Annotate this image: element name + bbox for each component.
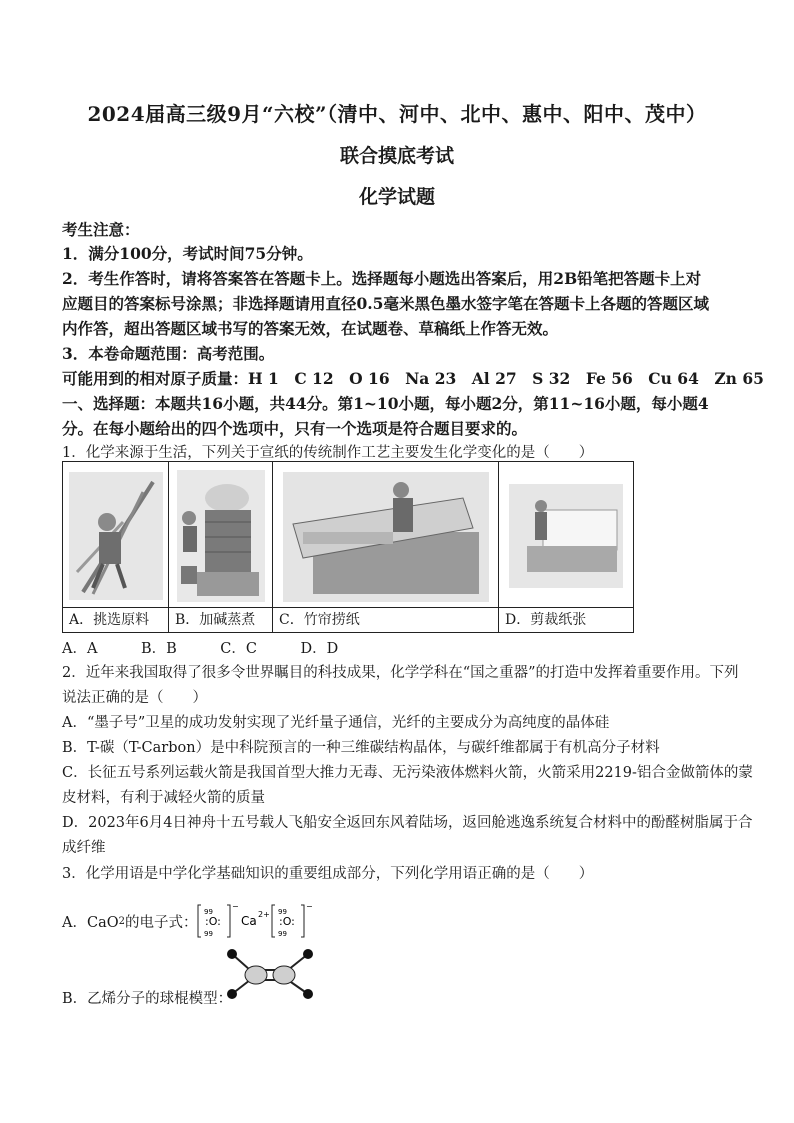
svg-text:99: 99	[278, 930, 288, 938]
exam-subtitle: 联合摸底考试	[339, 145, 454, 167]
cutting-paper-illustration	[499, 462, 633, 610]
q1-caption-d: D．剪裁纸张	[499, 607, 633, 632]
exam-subject: 化学试题	[358, 186, 435, 208]
q3-a-label: A．CaO	[62, 914, 119, 931]
svg-text:−: −	[232, 903, 240, 911]
notice-item-2b: 应题目的答案标号涂黑；非选择题请用直径0.5毫米黑色墨水签字笔在答题卡上各题的答题区域	[62, 294, 709, 313]
q2-option-d-2: 成纤维	[62, 840, 106, 856]
q1-caption-b: B．加碱蒸煮	[169, 607, 272, 632]
svg-text:99: 99	[204, 930, 214, 938]
q1-stem: 1．化学来源于生活，下列关于宣纸的传统制作工艺主要发生化学变化的是（ ）	[62, 445, 594, 461]
q1-options: A．A B．B C．C D．D	[62, 641, 339, 657]
q2-option-d-1: D．2023年6月4日神舟十五号载人飞船安全返回东风着陆场，返回舱逃逸系统复合材料中的酚醛树脂属于合	[62, 815, 753, 831]
q2-option-c-2: 皮材料，有利于减轻火箭的质量	[62, 790, 265, 806]
svg-text::O:: :O:	[279, 915, 296, 928]
q1-caption-c: C．竹帘捞纸	[273, 607, 498, 632]
bamboo-screen-illustration	[273, 462, 499, 610]
cao2-electron-formula	[197, 903, 327, 939]
section1-line-2: 分。在每小题给出的四个选项中，只有一个选项是符合题目要求的。	[62, 419, 528, 438]
q1-caption-a: A．挑选原料	[63, 607, 168, 632]
q1-cell-d	[499, 462, 633, 632]
q3-a-tail: 的电子式：	[124, 914, 198, 931]
q1-cell-b	[169, 462, 273, 632]
q3-option-b: B．乙烯分子的球棍模型：	[62, 991, 233, 1007]
q1-cell-c	[273, 462, 499, 632]
notice-item-1: 1．满分100分，考试时间75分钟。	[62, 244, 313, 263]
picking-materials-illustration	[63, 462, 169, 610]
alkali-boiling-illustration	[169, 462, 273, 610]
q2-option-a: A．“墨子号”卫星的成功发射实现了光纤量子通信，光纤的主要成分为高纯度的晶体硅	[62, 715, 610, 731]
q1-image-table	[62, 461, 634, 633]
q2-option-b: B．T-碳（T-Carbon）是中科院预言的一种三维碳结构晶体，与碳纤维都属于有机高分子材料	[62, 740, 660, 756]
q3-stem: 3．化学用语是中学化学基础知识的重要组成部分，下列化学用语正确的是（ ）	[62, 866, 594, 882]
ca-charge: 2+	[258, 910, 271, 919]
notice-item-2c: 内作答，超出答题区域书写的答案无效，在试题卷、草稿纸上作答无效。	[62, 319, 559, 338]
q3-option-a	[62, 903, 742, 939]
notice-heading: 考生注意：	[62, 220, 140, 239]
ca-symbol: Ca	[241, 914, 258, 928]
q1-cell-a	[63, 462, 169, 632]
atomic-mass-line: 可能用到的相对原子质量：H 1 C 12 O 16 Na 23 Al 27 S 32 Fe 56 Cu 64 Zn 65	[62, 369, 764, 388]
svg-text:99: 99	[278, 908, 288, 916]
q3-a-subscript: 2	[118, 915, 125, 927]
notice-item-2a: 2．考生作答时，请将答案答在答题卡上。选择题每小题选出答案后，用2B铅笔把答题卡上对	[62, 269, 702, 288]
svg-text::O:: :O:	[205, 915, 222, 928]
q2-option-c-1: C．长征五号系列运载火箭是我国首型大推力无毒、无污染液体燃料火箭，火箭采用2219-铝合金做箭体的蒙	[62, 765, 753, 781]
notice-item-3: 3．本卷命题范围：高考范围。	[62, 344, 275, 363]
svg-text:−: −	[306, 903, 314, 911]
q2-stem-1: 2．近年来我国取得了很多令世界瞩目的科技成果，化学学科在“国之重器”的打造中发挥着重要作用。下列	[62, 665, 739, 681]
section1-line-1: 一、选择题：本题共16小题，共44分。第1~10小题，每小题2分，第11~16小题，每小题4	[62, 394, 709, 413]
exam-title: 2024届高三级9月“六校”（清中、河中、北中、惠中、阳中、茂中）	[87, 102, 707, 126]
svg-text:99: 99	[204, 908, 214, 916]
q2-stem-2: 说法正确的是（ ）	[62, 690, 207, 706]
